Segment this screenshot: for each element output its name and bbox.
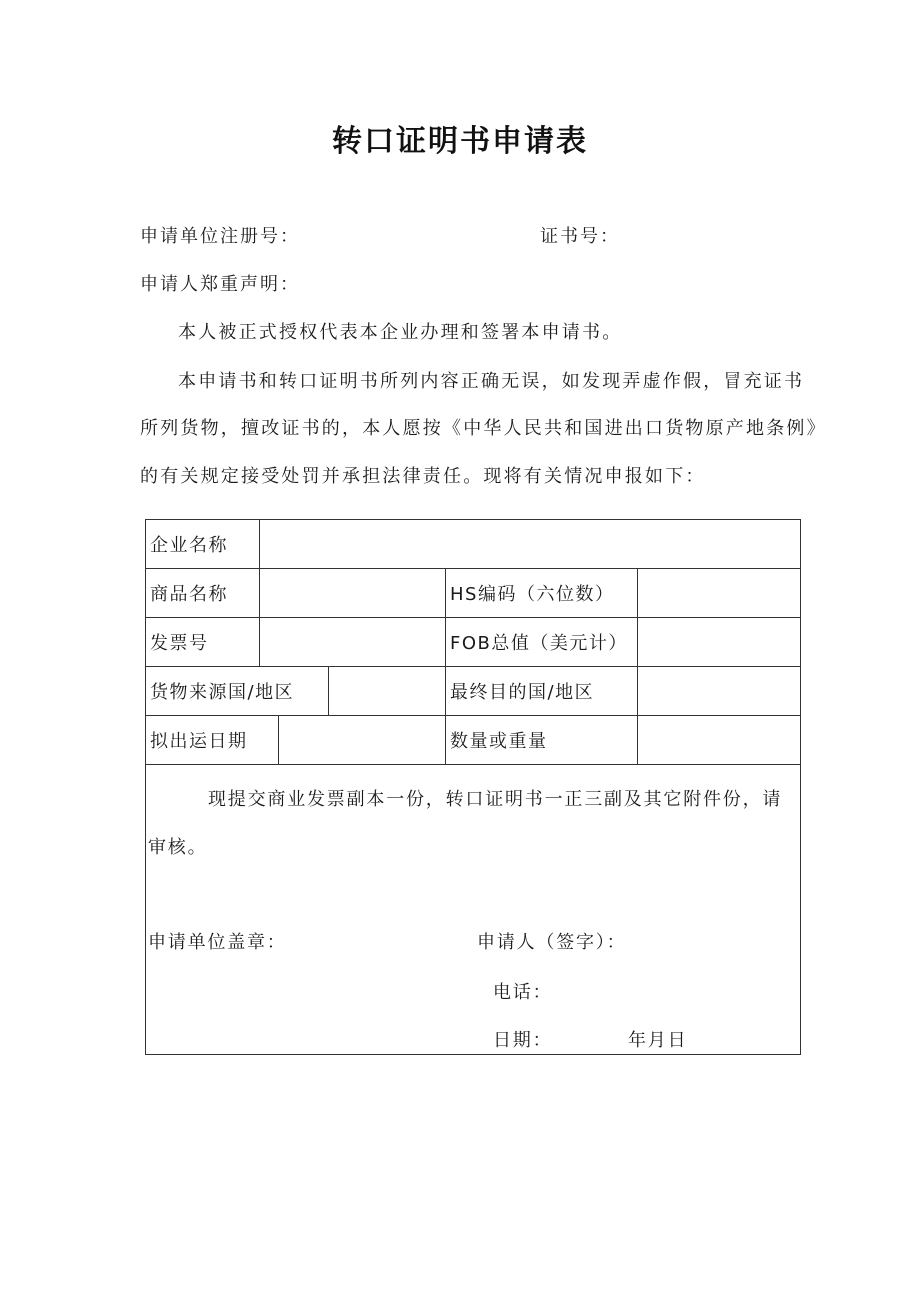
company-name-field[interactable] (260, 520, 801, 569)
product-name-field[interactable] (260, 569, 446, 618)
product-name-label: 商品名称 (146, 569, 260, 618)
invoice-number-field[interactable] (260, 618, 446, 667)
table-row (146, 667, 801, 716)
phone-label: 电话： (493, 982, 553, 1003)
hs-code-field[interactable] (638, 569, 801, 618)
application-table (145, 519, 801, 1055)
certificate-number-label: 证书号： (540, 226, 620, 247)
fob-value-field[interactable] (638, 618, 801, 667)
declaration-paragraph-2-line-3: 的有关规定接受处罚并承担法律责任。现将有关情况申报如下： (140, 466, 706, 487)
applicant-signature-label: 申请人（签字）： (477, 932, 627, 953)
declaration-paragraph-2-line-1: 本申请书和转口证明书所列内容正确无误，如发现弄虚作假，冒充证书 (178, 371, 805, 392)
declaration-paragraph-2-line-2: 所列货物，擅改证书的，本人愿按《中华人民共和国进出口货物原产地条例》 (140, 418, 827, 439)
table-row (146, 716, 801, 765)
origin-country-label: 货物来源国/地区 (146, 667, 329, 716)
table-row (146, 618, 801, 667)
page-title: 转口证明书申请表 (332, 124, 588, 159)
submission-text-line-1: 现提交商业发票副本一份，转口证明书一正三副及其它附件份，请 (208, 789, 783, 810)
ship-date-label: 拟出运日期 (146, 716, 279, 765)
company-name-label: 企业名称 (146, 520, 260, 569)
submission-text-line-2: 审核。 (148, 837, 208, 858)
seal-label: 申请单位盖章： (148, 932, 287, 953)
declaration-paragraph-1: 本人被正式授权代表本企业办理和签署本申请书。 (178, 322, 623, 343)
fob-value-label: FOB总值（美元计） (446, 618, 638, 667)
quantity-weight-field[interactable] (638, 716, 801, 765)
quantity-weight-label: 数量或重量 (446, 716, 638, 765)
destination-country-field[interactable] (638, 667, 801, 716)
declaration-label: 申请人郑重声明： (140, 274, 300, 295)
date-label: 日期： (493, 1030, 553, 1051)
registration-number-label: 申请单位注册号： (140, 226, 300, 247)
table-row (146, 765, 801, 1055)
origin-country-field[interactable] (329, 667, 446, 716)
hs-code-label: HS编码（六位数） (446, 569, 638, 618)
invoice-number-label: 发票号 (146, 618, 260, 667)
date-suffix: 年月日 (628, 1030, 688, 1051)
ship-date-field[interactable] (279, 716, 446, 765)
table-row (146, 520, 801, 569)
destination-country-label: 最终目的国/地区 (446, 667, 638, 716)
submission-section (146, 765, 801, 1055)
table-row (146, 569, 801, 618)
